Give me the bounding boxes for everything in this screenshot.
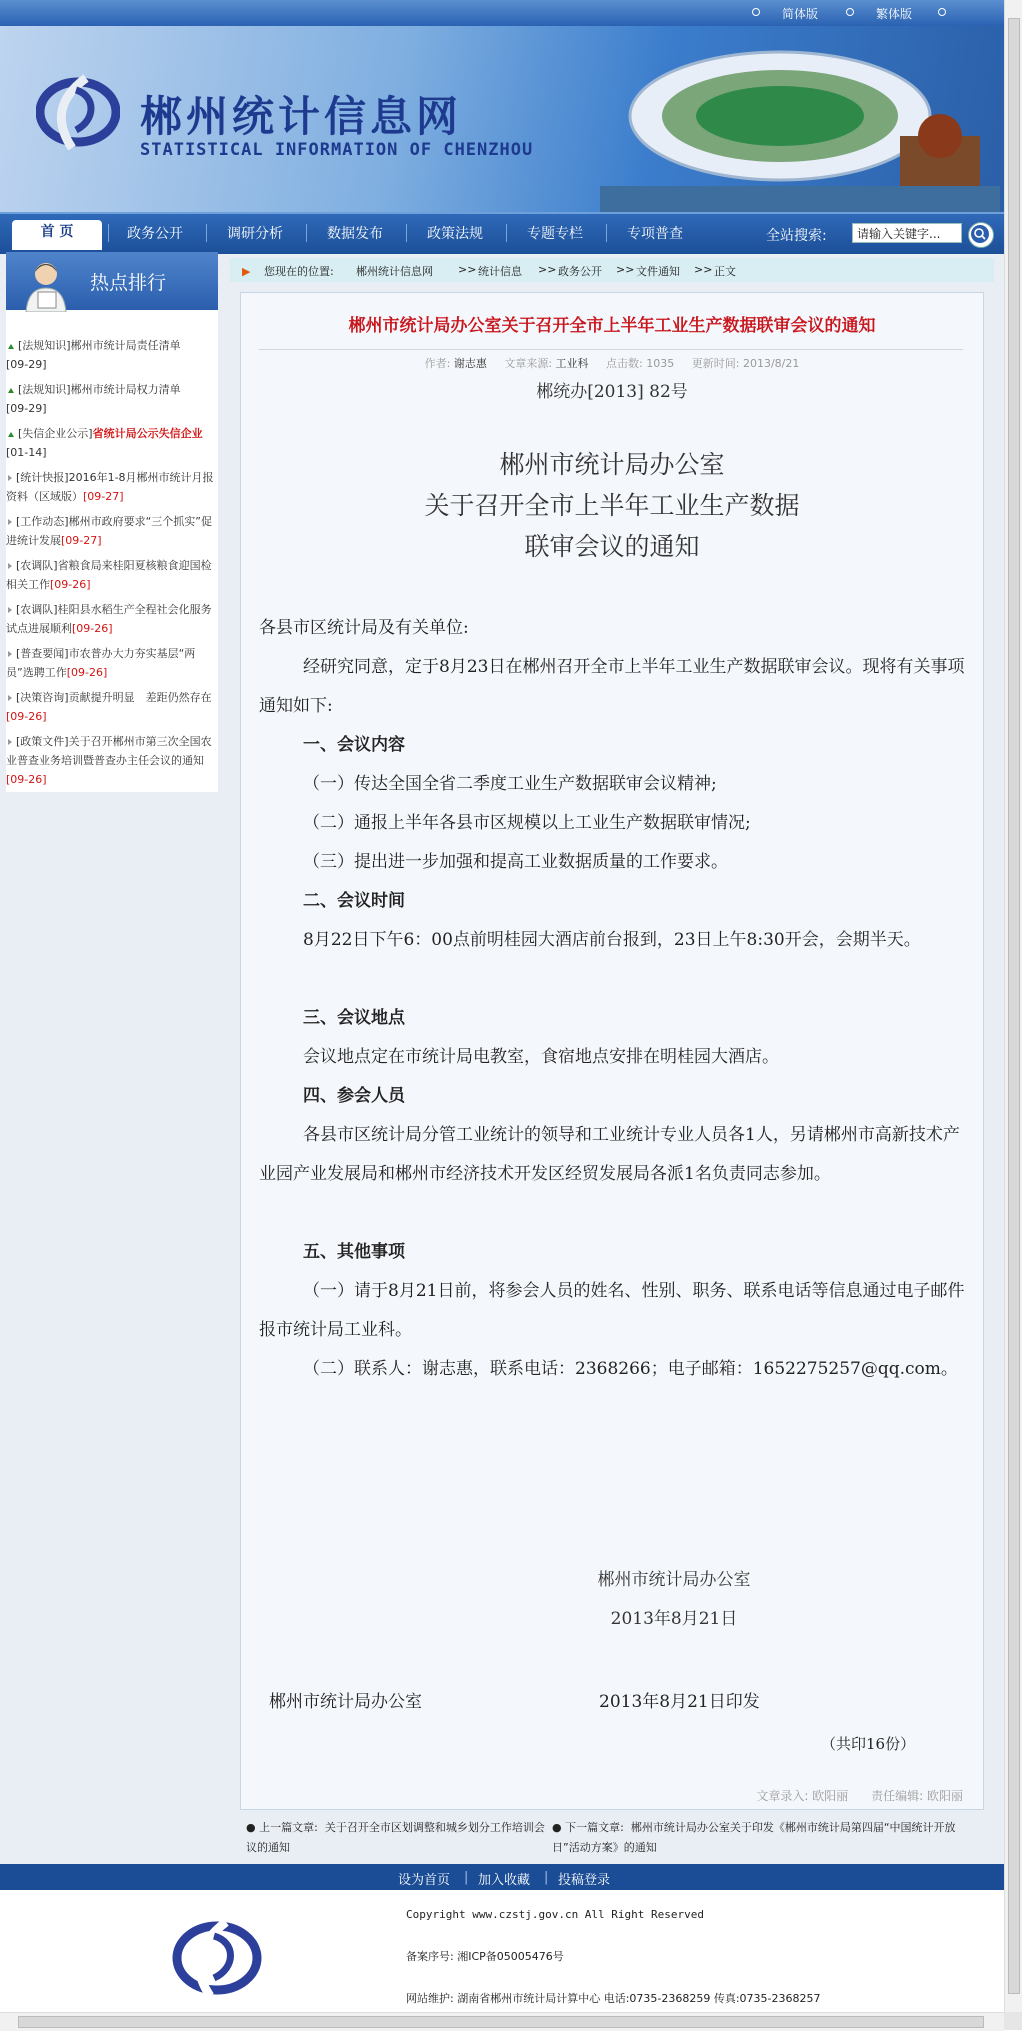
- bullet-icon: [8, 563, 12, 569]
- breadcrumb-gov-affairs[interactable]: 政务公开: [558, 265, 602, 278]
- hot-ranking-header: [6, 252, 218, 310]
- set-homepage-link[interactable]: 设为首页: [398, 1873, 451, 1888]
- bullet-icon: [938, 8, 946, 16]
- paragraph: 经研究同意，定于8月23日在郴州召开全市上半年工业生产数据联审会议。现将有关事项通知如下:: [259, 657, 965, 716]
- section-title: 二、会议时间: [303, 891, 405, 911]
- nav-divider: [206, 224, 207, 242]
- add-favorite-link[interactable]: 加入收藏: [478, 1873, 531, 1888]
- breadcrumb-separator: >>: [538, 263, 557, 276]
- list-item[interactable]: [统计快报]2016年1-8月郴州市统计月报资料（区域版）[09-27]: [6, 471, 214, 503]
- list-item[interactable]: [法规知识]郴州市统计局责任清单 [09-29]: [6, 339, 181, 371]
- paragraph: （二）通报上半年各县市区规模以上工业生产数据联审情况;: [303, 813, 751, 833]
- footer: [0, 1890, 1004, 2015]
- bullet-icon: [8, 607, 12, 613]
- footer-links-bar: [0, 1864, 1004, 1890]
- banner: [0, 26, 1004, 212]
- top-bar: [0, 0, 1004, 26]
- breadcrumb: [230, 258, 994, 282]
- divider: [259, 349, 963, 350]
- bullet-icon: ●: [246, 1821, 256, 1834]
- section-title: 三、会议地点: [303, 1008, 405, 1028]
- print-copies: （共印16份）: [821, 1735, 916, 1753]
- article-panel: [240, 292, 984, 1810]
- breadcrumb-notices[interactable]: 文件通知: [636, 265, 680, 278]
- breadcrumb-site[interactable]: 郴州统计信息网: [356, 265, 433, 278]
- icp-number[interactable]: 湘ICP备05005476号: [457, 1950, 564, 1963]
- bullet-icon: [8, 432, 14, 437]
- next-article-link[interactable]: 郴州市统计局办公室关于印发《郴州市统计局第四届“中国统计开放日”活动方案》的通知: [552, 1821, 956, 1854]
- signature-org: 郴州市统计局办公室: [597, 1570, 751, 1590]
- bullet-icon: [8, 739, 12, 745]
- hot-ranking-title: 热点排行: [90, 272, 167, 294]
- nav-divider: [306, 224, 307, 242]
- paragraph: （一）请于8月21日前，将参会人员的姓名、性别、职务、联系电话等信息通过电子邮件报市统计局工业科。: [259, 1281, 965, 1340]
- site-title: 郴州统计信息网: [140, 92, 463, 141]
- breadcrumb-label: 您现在的位置:: [264, 265, 334, 278]
- bullet-icon: ●: [552, 1821, 562, 1834]
- separator: |: [464, 1870, 469, 1885]
- paragraph: （一）传达全国全省二季度工业生产数据联审会议精神;: [303, 774, 717, 794]
- stadium-image: [600, 36, 1000, 212]
- prev-article[interactable]: ● 上一篇文章: 关于召开全市区划调整和城乡划分工作培训会议的通知: [246, 1821, 545, 1854]
- next-article[interactable]: ● 下一篇文章: 郴州市统计局办公室关于印发《郴州市统计局第四届“中国统计开放日”活动方案》的通知: [552, 1821, 956, 1854]
- main-nav: [0, 212, 1004, 254]
- search-button[interactable]: [968, 222, 994, 248]
- scrollbar-corner: [1004, 2012, 1022, 2030]
- nav-research[interactable]: 调研分析: [227, 226, 283, 242]
- list-item[interactable]: [农调队]省粮食局来桂阳夏核粮食迎国检相关工作[09-26]: [6, 559, 212, 591]
- footer-logo-icon: [172, 1914, 262, 2000]
- document-heading: 关于召开全市上半年工业生产数据: [424, 491, 800, 520]
- document-heading: 联审会议的通知: [524, 532, 700, 561]
- nav-census[interactable]: 专项普查: [627, 226, 683, 242]
- maintenance-info: 网站维护: 湖南省郴州市统计局计算中心 电话:0735-2368259 传真:0735-2368257: [406, 1992, 821, 2005]
- search-icon: [969, 223, 991, 245]
- article-updated: 2013/8/21: [742, 357, 800, 370]
- section-title: 五、其他事项: [303, 1242, 405, 1262]
- paragraph: 8月22日下午6：00点前明桂园大酒店前台报到，23日上午8:30开会，会期半天。: [303, 930, 921, 950]
- nav-divider: [506, 224, 507, 242]
- nav-data-release[interactable]: 数据发布: [327, 226, 383, 242]
- submit-login-link[interactable]: 投稿登录: [558, 1873, 611, 1888]
- bullet-icon: [8, 519, 12, 525]
- bullet-icon: [752, 8, 760, 16]
- hot-ranking-list: [6, 336, 218, 794]
- breadcrumb-separator: >>: [616, 263, 635, 276]
- nav-divider: [606, 224, 607, 242]
- signature-date: 2013年8月21日: [610, 1609, 738, 1629]
- section-title: 四、参会人员: [303, 1086, 405, 1106]
- nav-divider: [406, 224, 407, 242]
- article-meta: 作者: 谢志惠 文章来源: 工业科 点击数: 1035 更新时间: 2013/8/21: [424, 357, 800, 370]
- scroll-thumb[interactable]: [1008, 18, 1020, 1994]
- document-heading: 郴州市统计局办公室: [499, 450, 725, 479]
- breadcrumb-separator: >>: [694, 263, 713, 276]
- salutation: 各县市区统计局及有关单位:: [259, 618, 469, 638]
- icp-record: 备案序号: 湘ICP备05005476号: [406, 1950, 564, 1963]
- bullet-icon: [846, 8, 854, 16]
- list-item[interactable]: [政策文件]关于召开郴州市第三次全国农业普查业务培训暨普查办主任会议的通知[09-26]: [6, 735, 212, 786]
- article-title: 郴州市统计局办公室关于召开全市上半年工业生产数据联审会议的通知: [348, 316, 876, 336]
- section-title: 一、会议内容: [303, 735, 405, 755]
- search-input[interactable]: [852, 223, 962, 243]
- nav-special-topics[interactable]: 专题专栏: [527, 226, 583, 242]
- nav-home[interactable]: 首 页: [12, 220, 102, 250]
- search-label: 全站搜索:: [766, 228, 827, 244]
- print-org: 郴州市统计局办公室: [269, 1692, 422, 1712]
- vertical-scrollbar[interactable]: [1004, 0, 1022, 2012]
- horizontal-scrollbar[interactable]: [0, 2012, 1004, 2031]
- list-item[interactable]: [农调队]桂阳县水稻生产全程社会化服务试点进展顺利[09-26]: [6, 603, 212, 635]
- print-date: 2013年8月21日印发: [599, 1692, 760, 1712]
- paragraph: （三）提出进一步加强和提高工业数据质量的工作要求。: [303, 852, 728, 872]
- list-item[interactable]: [失信企业公示]省统计局公示失信企业[01-14]: [6, 427, 203, 459]
- bullet-icon: [8, 388, 14, 393]
- breadcrumb-current: 正文: [714, 265, 736, 278]
- scroll-thumb[interactable]: [18, 2016, 984, 2028]
- arrow-icon: ▶: [242, 265, 251, 278]
- hot-ranking-panel: [6, 252, 218, 792]
- paragraph: 会议地点定在市统计局电教室，食宿地点安排在明桂园大酒店。: [303, 1047, 779, 1067]
- traditional-link[interactable]: 繁体版: [876, 7, 913, 21]
- article-author: 谢志惠: [453, 357, 487, 370]
- prev-article-link[interactable]: 关于召开全市区划调整和城乡划分工作培训会议的通知: [246, 1821, 545, 1854]
- entry-person: 欧阳丽: [812, 1789, 849, 1803]
- list-item[interactable]: [工作动态]郴州市政府要求“三个抓实”促进统计发展[09-27]: [6, 515, 212, 547]
- list-item[interactable]: [法规知识]郴州市统计局权力清单 [09-29]: [6, 383, 181, 415]
- breadcrumb-separator: >>: [458, 263, 477, 276]
- nav-divider: [108, 224, 109, 242]
- site-subtitle: STATISTICAL INFORMATION OF CHENZHOU: [140, 140, 534, 160]
- bullet-icon: [8, 695, 12, 701]
- nav-government-affairs[interactable]: 政务公开: [127, 226, 183, 242]
- paragraph: 各县市区统计局分管工业统计的领导和工业统计专业人员各1人，另请郴州市高新技术产业园产业发展局和郴州市经济技术开发区经贸发展局各派1名负责同志参加。: [259, 1125, 960, 1184]
- site-logo-icon: [36, 70, 120, 154]
- separator: |: [544, 1870, 549, 1885]
- article-source: 工业科: [555, 357, 589, 370]
- paragraph: （二）联系人：谢志惠，联系电话：2368266；电子邮箱：1652275257@qq.com。: [303, 1359, 958, 1379]
- bullet-icon: [8, 344, 14, 349]
- bullet-icon: [8, 651, 12, 657]
- article-hits: 1035: [646, 357, 675, 370]
- list-item[interactable]: [决策咨询]贡献提升明显 差距仍然存在[09-26]: [6, 691, 212, 723]
- nav-policy[interactable]: 政策法规: [427, 226, 483, 242]
- copyright: Copyright www.czstj.gov.cn All Right Reserved: [406, 1908, 705, 1921]
- breadcrumb-stat-info[interactable]: 统计信息: [478, 265, 522, 278]
- person-icon: [18, 256, 74, 312]
- document-number: 郴统办[2013] 82号: [536, 382, 688, 402]
- list-item[interactable]: [普查要闻]市农普办大力夯实基层“两员”选聘工作[09-26]: [6, 647, 196, 679]
- simplified-link[interactable]: 简体版: [782, 7, 819, 21]
- article-credits: 文章录入: 欧阳丽 责任编辑: 欧阳丽: [756, 1789, 963, 1803]
- bullet-icon: [8, 475, 12, 481]
- editor-person: 欧阳丽: [926, 1789, 963, 1803]
